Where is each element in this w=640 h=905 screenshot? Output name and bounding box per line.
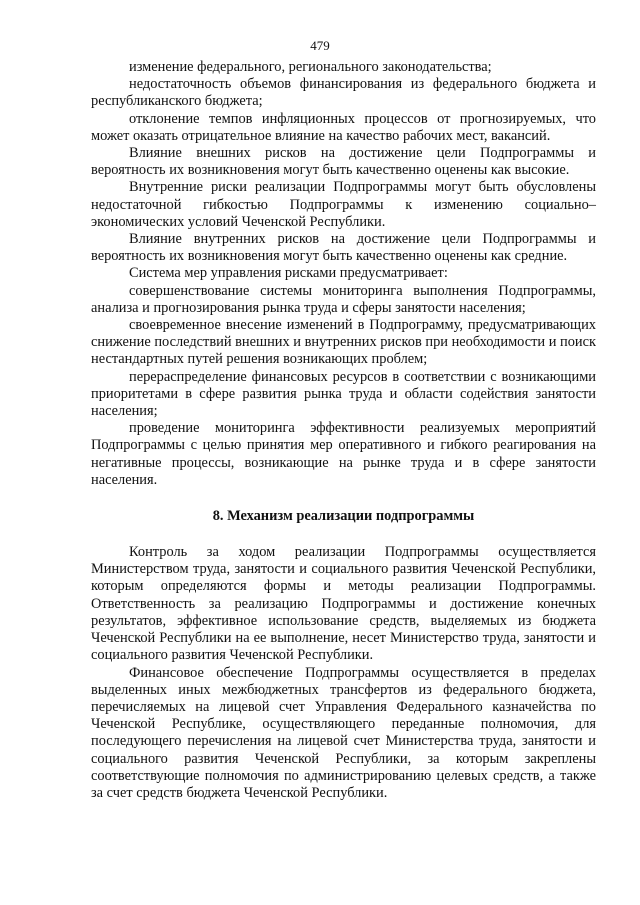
paragraph: совершенствование системы мониторинга выполнения Подпрограммы, анализа и прогнозирования рынка труда и сферы занятости населения; (91, 282, 596, 316)
paragraph: своевременное внесение изменений в Подпрограмму, предусматривающих снижение последствий внешних и внутренних рисков при необходимости и поиск нестандартных путей решения возникающих проблем; (91, 317, 596, 368)
paragraph: Влияние внешних рисков на достижение цели Подпрограммы и вероятность их возникновения могут быть качественно оценены как высокие. (91, 145, 596, 179)
section-heading: 8. Механизм реализации подпрограммы (212, 508, 475, 525)
implementation-mechanism-section (91, 544, 596, 802)
document-body (91, 59, 596, 802)
paragraph: отклонение темпов инфляционных процессов от прогнозируемых, что может оказать отрицательное влияние на качество рабочих мест, вакансий. (91, 110, 596, 144)
paragraph: Внутренние риски реализации Подпрограммы могут быть обусловлены недостаточной гибкостью Подпрограммы к изменению социально–экономических условий Чеченской Республики. (91, 179, 596, 230)
paragraph: проведение мониторинга эффективности реализуемых мероприятий Подпрограммы с целью принятия мер оперативного и гибкого реагирования на негативные процессы, возникающие на рынке труда и в сфере занятости населения. (91, 420, 596, 488)
paragraph: изменение федерального, регионального законодательства; (129, 59, 492, 75)
paragraph: перераспределение финансовых ресурсов в соответствии с возникающими приоритетами в сфере развития рынка труда и области содействия занятости населения; (91, 368, 596, 420)
risk-management-section (91, 59, 596, 489)
paragraph: недостаточность объемов финансирования из федерального бюджета и республиканского бюджета; (91, 76, 596, 110)
paragraph: Контроль за ходом реализации Подпрограммы осуществляется Министерством труда, занятости и социального развития Чеченской Республики, которым определяются формы и методы реализации Подпрограммы. Ответственность за реализацию Подпрограммы и достижение конечных результатов, эффективное использование средств, выделяемых из бюджета Чеченской Республики на ее выполнение, несет Министерство труда, занятости и социального развития Чеченской Республики. (91, 544, 596, 664)
paragraph: Влияние внутренних рисков на достижение цели Подпрограммы и вероятность их возникновения могут быть качественно оценены как средние. (91, 231, 596, 265)
paragraph: Система мер управления рисками предусматривает: (129, 265, 448, 282)
paragraph: Финансовое обеспечение Подпрограммы осуществляется в пределах выделенных иных межбюджетных трансфертов из федерального бюджета, перечисляемых на лицевой счет Управления Федерального казначейства по Чеченской Республике, осуществляющего переданные полномочия, для последующего перечисления на лицевой счет Министерства труда, занятости и социального развития Чеченской Республики, за которым закреплены соответствующие полномочия по администрированию целевых средств, а также за счет средств бюджета Чеченской Республики. (91, 664, 596, 801)
page-number: 479 (310, 38, 330, 53)
